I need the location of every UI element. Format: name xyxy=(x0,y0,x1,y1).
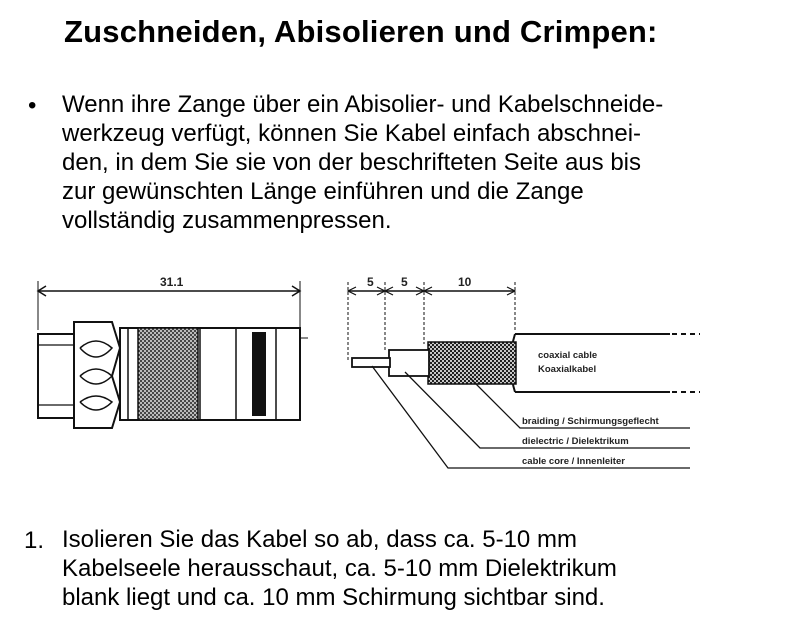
page-title: Zuschneiden, Abisolieren und Crimpen: xyxy=(64,14,658,49)
step-line: Isolieren Sie das Kabel so ab, dass ca. 5-10 mm xyxy=(62,526,577,553)
strip-dim-core: 5 xyxy=(367,275,374,289)
bullet-line: den, in dem Sie sie von der beschrifteten Seite aus bis xyxy=(62,149,641,176)
step-line: blank liegt und ca. 10 mm Schirmung sichtbar sind. xyxy=(62,584,605,611)
step-paragraph xyxy=(62,525,782,612)
bullet-line: vollständig zusammenpressen. xyxy=(62,207,392,234)
connector-length-label: 31.1 xyxy=(160,275,184,289)
callout-dielectric: dielectric / Dielektrikum xyxy=(522,436,629,447)
step-line: Kabelseele herausschaut, ca. 5-10 mm Dielektrikum xyxy=(62,555,617,582)
bullet-marker: • xyxy=(28,92,37,119)
bullet-line: werkzeug verfügt, können Sie Kabel einfach abschnei- xyxy=(62,120,642,147)
step-number: 1. xyxy=(24,527,45,554)
strip-dim-braid: 10 xyxy=(458,275,472,289)
bullet-line: zur gewünschten Länge einführen und die Zange xyxy=(62,178,584,205)
bullet-line: Wenn ihre Zange über ein Abisolier- und Kabelschneide- xyxy=(62,91,664,118)
cable-label-de: Koaxialkabel xyxy=(538,364,597,375)
callout-core: cable core / Innenleiter xyxy=(522,456,625,467)
strip-dim-dielectric: 5 xyxy=(401,275,408,289)
cable-label-en: coaxial cable xyxy=(538,350,598,361)
f-connector-drawing xyxy=(38,281,308,428)
callout-braiding: braiding / Schirmungsgeflecht xyxy=(522,416,659,427)
